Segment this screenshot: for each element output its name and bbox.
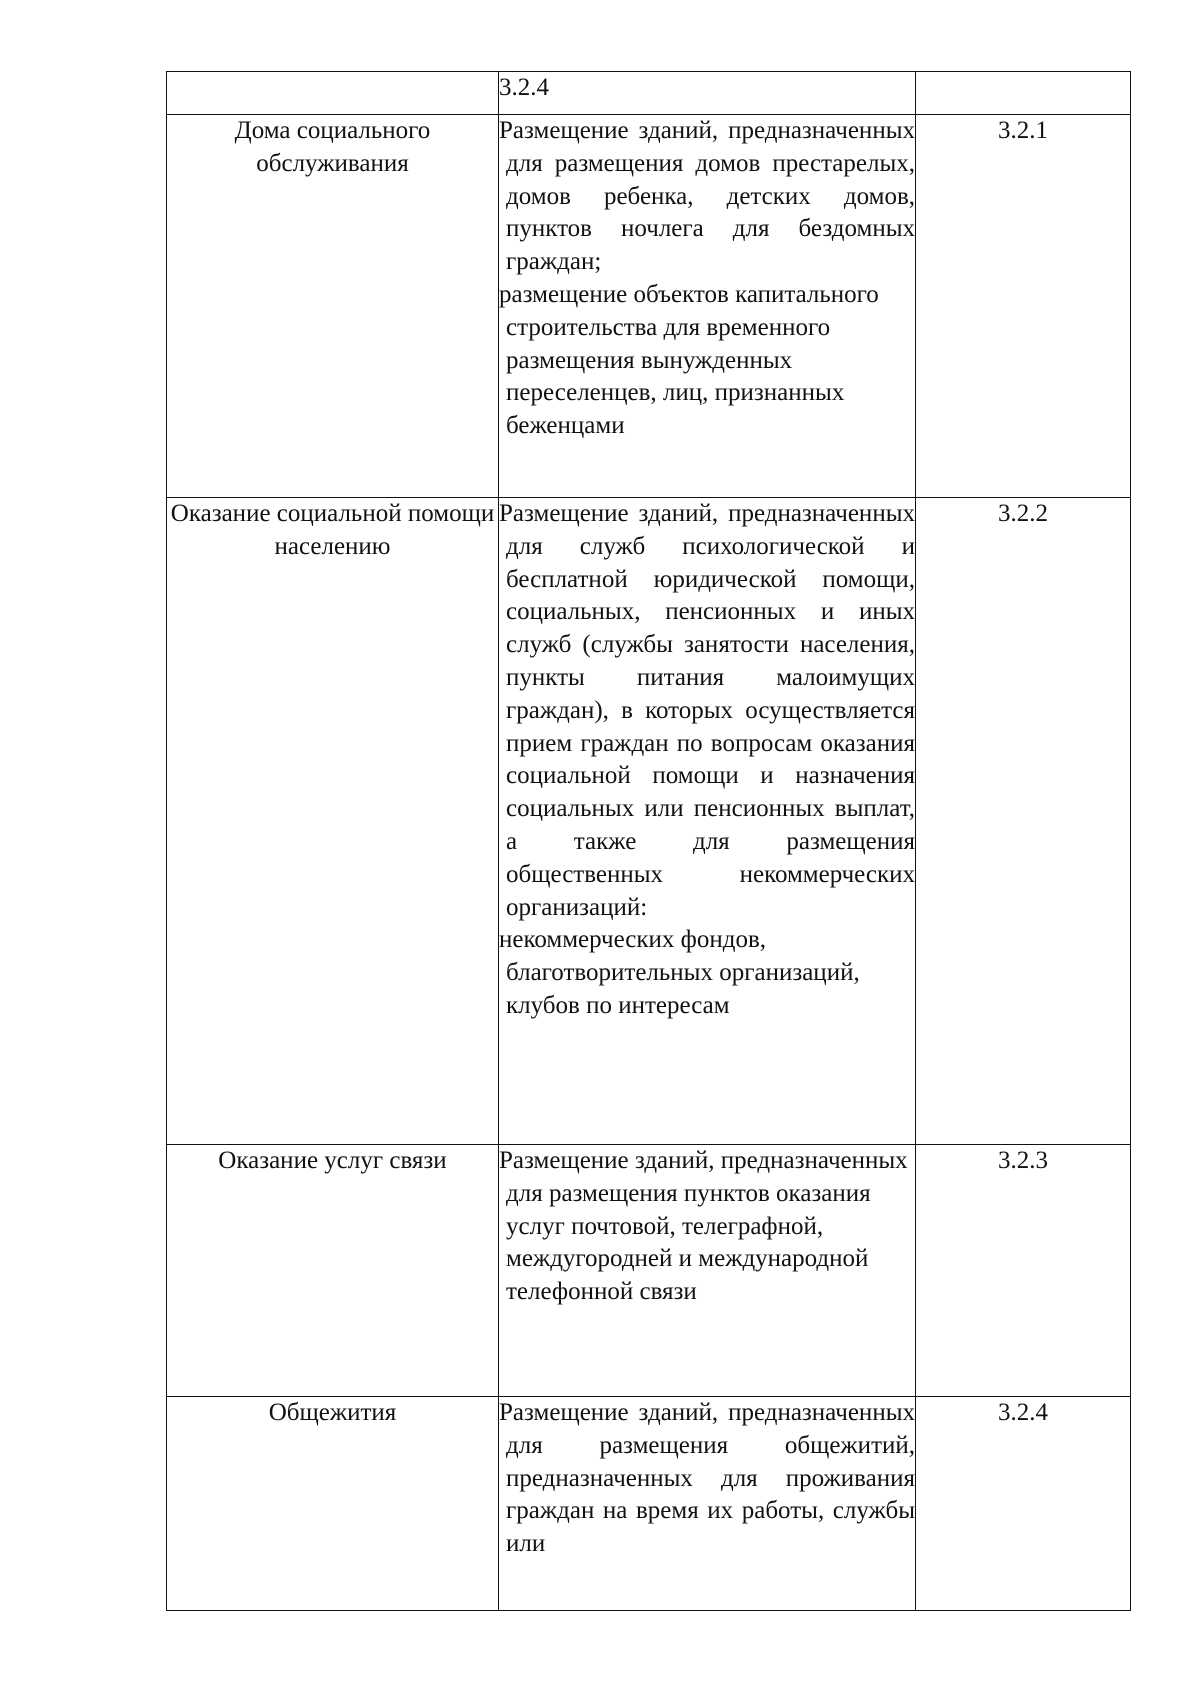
use-type-name: Оказание социальной помощи населению <box>167 498 499 1145</box>
use-code: 3.2.3 <box>916 1145 1131 1397</box>
table-row-continuation <box>167 72 1131 115</box>
description-paragraph: Размещение зданий, предназначенных для размещения домов престарелых, домов ребенка, детских домов, пунктов ночлега для бездомных граждан; <box>499 117 915 276</box>
code-cell <box>916 72 1131 115</box>
use-type-name: Общежития <box>167 1397 499 1611</box>
use-type-name: Дома социального обслуживания <box>167 115 499 498</box>
description-paragraph: Размещение зданий, предназначенных для служб психологической и бесплатной юридической помощи, социальных, пенсионных и иных служб (службы занятости населения, пункты питания малоимущих граждан), в которых осуществляется прием граждан по вопросам оказания социальной помощи и назначения социальных или пенсионных выплат, а также для размещения общественных некоммерческих организаций: <box>499 500 915 921</box>
description-paragraph: размещение объектов капитального строительства для временного размещения вынужденных переселенцев, лиц, признанных беженцами <box>499 280 879 440</box>
table-row <box>167 1397 1131 1611</box>
description-paragraph: Размещение зданий, предназначенных для размещения общежитий, предназначенных для проживания граждан на время их работы, службы или <box>499 1399 915 1558</box>
description-paragraph: Размещение зданий, предназначенных для размещения пунктов оказания услуг почтовой, телеграфной, междугородней и международной телефонной связи <box>499 1147 908 1306</box>
table-row <box>167 498 1131 1145</box>
code-reference: 3.2.4 <box>499 74 549 101</box>
table-row <box>167 115 1131 498</box>
use-type-name: Оказание услуг связи <box>167 1145 499 1397</box>
land-use-table <box>166 71 1131 1611</box>
code-reference-cell <box>499 72 916 115</box>
use-code: 3.2.2 <box>916 498 1131 1145</box>
use-description-cell <box>499 498 916 1145</box>
description-paragraph: некоммерческих фондов, благотворительных организаций, клубов по интересам <box>499 926 860 1019</box>
use-code: 3.2.4 <box>916 1397 1131 1611</box>
table-row <box>167 1145 1131 1397</box>
use-description-cell <box>499 1397 916 1611</box>
use-description-cell <box>499 1145 916 1397</box>
name-cell <box>167 72 499 115</box>
use-description-cell <box>499 115 916 498</box>
use-code: 3.2.1 <box>916 115 1131 498</box>
